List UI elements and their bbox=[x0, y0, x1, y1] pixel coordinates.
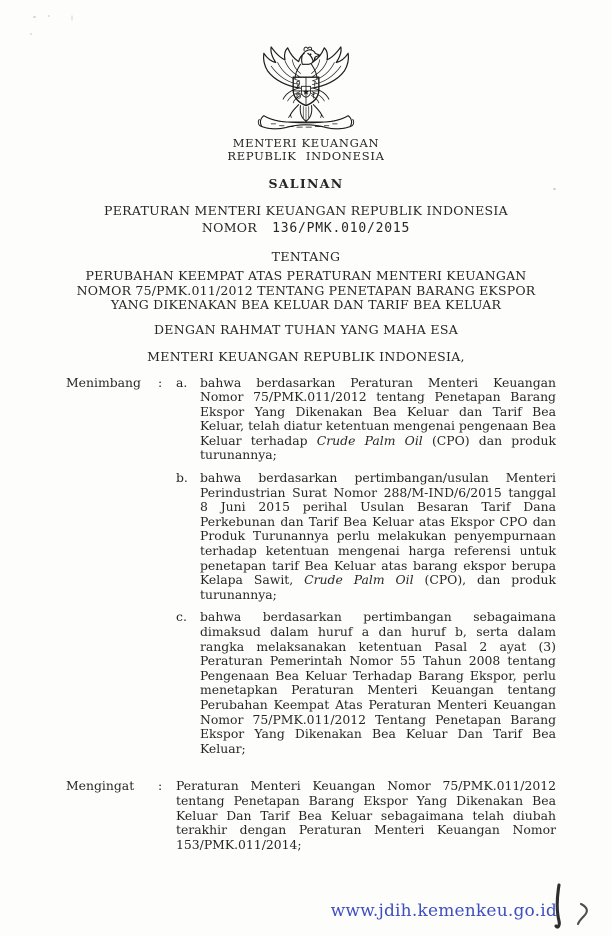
subject-line: PERUBAHAN KEEMPAT ATAS PERATURAN MENTERI KEUANGAN bbox=[85, 268, 527, 283]
handwritten-pen-mark bbox=[546, 878, 610, 936]
item-marker: c. bbox=[176, 609, 187, 625]
menimbang-item-a bbox=[176, 376, 556, 464]
ministry-name: MENTERI KEUANGAN bbox=[232, 136, 380, 150]
mengingat-section bbox=[66, 779, 556, 852]
scan-speck bbox=[48, 15, 50, 17]
item-text: bahwa berdasarkan pertimbangan/usulan Menteri Perindustrian Surat Nomor 288/M-IND/6/2015 tanggal 8 Juni 2015 perihal Usulan Besaran Tarif Dana Perkebunan dan Tarif Bea Keluar atas Ekspor CPO dan Produk Turunannya perlu melakukan penyempurnaan terhadap ketentuan mengenai harga referensi untuk penetapan tarif Bea Keluar atas barang ekspor berupa Kelapa Sawit, Crude Palm Oil (CPO), dan produk turunannya; bbox=[200, 470, 556, 602]
nomor-label: NOMOR bbox=[201, 220, 258, 235]
mengingat-label: Mengingat bbox=[66, 778, 135, 794]
item-text: bahwa berdasarkan pertimbangan sebagaimana dimaksud dalam huruf a dan huruf b, serta dalam rangka melaksanakan ketentuan Pasal 2 ayat (3) Peraturan Pemerintah Nomor 55 Tahun 2008 tentang Pengenaan Bea Keluar Terhadap Barang Ekspor, perlu menetapkan Peraturan Menteri Keuangan tentang Perubahan Keempat Atas Peraturan Menteri Keuangan Nomor 75/PMK.011/2012 Tentang Penetapan Barang Ekspor Yang Dikenakan Bea Keluar Dan Tarif Bea Keluar; bbox=[200, 609, 556, 756]
mengingat-content bbox=[176, 779, 556, 852]
mengingat-text: Peraturan Menteri Keuangan Nomor 75/PMK.011/2012 tentang Penetapan Barang Ekspor Yang Dikenakan Bea Keluar Dan Tarif Bea Keluar sebagaimana telah diubah terakhir dengan Peraturan Menteri Keuangan Nomor 153/PMK.011/2014; bbox=[176, 778, 556, 852]
document-body bbox=[66, 376, 556, 853]
item-marker: b. bbox=[176, 470, 188, 486]
subject-line: YANG DIKENAKAN BEA KELUAR DAN TARIF BEA KELUAR bbox=[110, 297, 502, 312]
regulation-number-line bbox=[0, 220, 612, 236]
ministry-country: REPUBLIK INDONESIA bbox=[227, 149, 385, 163]
mengingat-colon: : bbox=[158, 778, 163, 794]
authority-line: MENTERI KEUANGAN REPUBLIK INDONESIA, bbox=[147, 348, 465, 364]
menimbang-item-c bbox=[176, 610, 556, 756]
scan-speck bbox=[33, 16, 36, 18]
item-marker: a. bbox=[176, 374, 188, 390]
item-text: bahwa berdasarkan Peraturan Menteri Keuangan Nomor 75/PMK.011/2012 tentang Penetapan Barang Ekspor Yang Dikenakan Bea Keluar dan Tarif Bea Keluar, telah diatur ketentuan mengenai pengenaan Bea Keluar terhadap Crude Palm Oil (CPO) dan produk turunannya; bbox=[200, 374, 556, 463]
scan-speck bbox=[553, 188, 556, 190]
jdih-website-url: www.jdih.kemenkeu.go.id bbox=[330, 901, 557, 921]
nomor-value: 136/PMK.010/2015 bbox=[272, 221, 411, 236]
menimbang-item-b bbox=[176, 471, 556, 602]
invocation-line: DENGAN RAHMAT TUHAN YANG MAHA ESA bbox=[153, 321, 459, 337]
tentang-label: TENTANG bbox=[271, 249, 341, 264]
regulation-title: PERATURAN MENTERI KEUANGAN REPUBLIK INDONESIA bbox=[104, 203, 508, 218]
garuda-pancasila-emblem bbox=[251, 46, 361, 134]
menimbang-section bbox=[66, 376, 556, 757]
menimbang-colon: : bbox=[158, 374, 163, 390]
scan-speck bbox=[30, 33, 32, 35]
regulation-subject bbox=[66, 269, 546, 313]
copy-stamp-label: SALINAN bbox=[268, 176, 344, 191]
menimbang-label: Menimbang bbox=[66, 374, 141, 390]
scan-speck bbox=[71, 15, 73, 21]
menimbang-content bbox=[176, 376, 556, 757]
subject-line: NOMOR 75/PMK.011/2012 TENTANG PENETAPAN BARANG EKSPOR bbox=[76, 282, 536, 298]
